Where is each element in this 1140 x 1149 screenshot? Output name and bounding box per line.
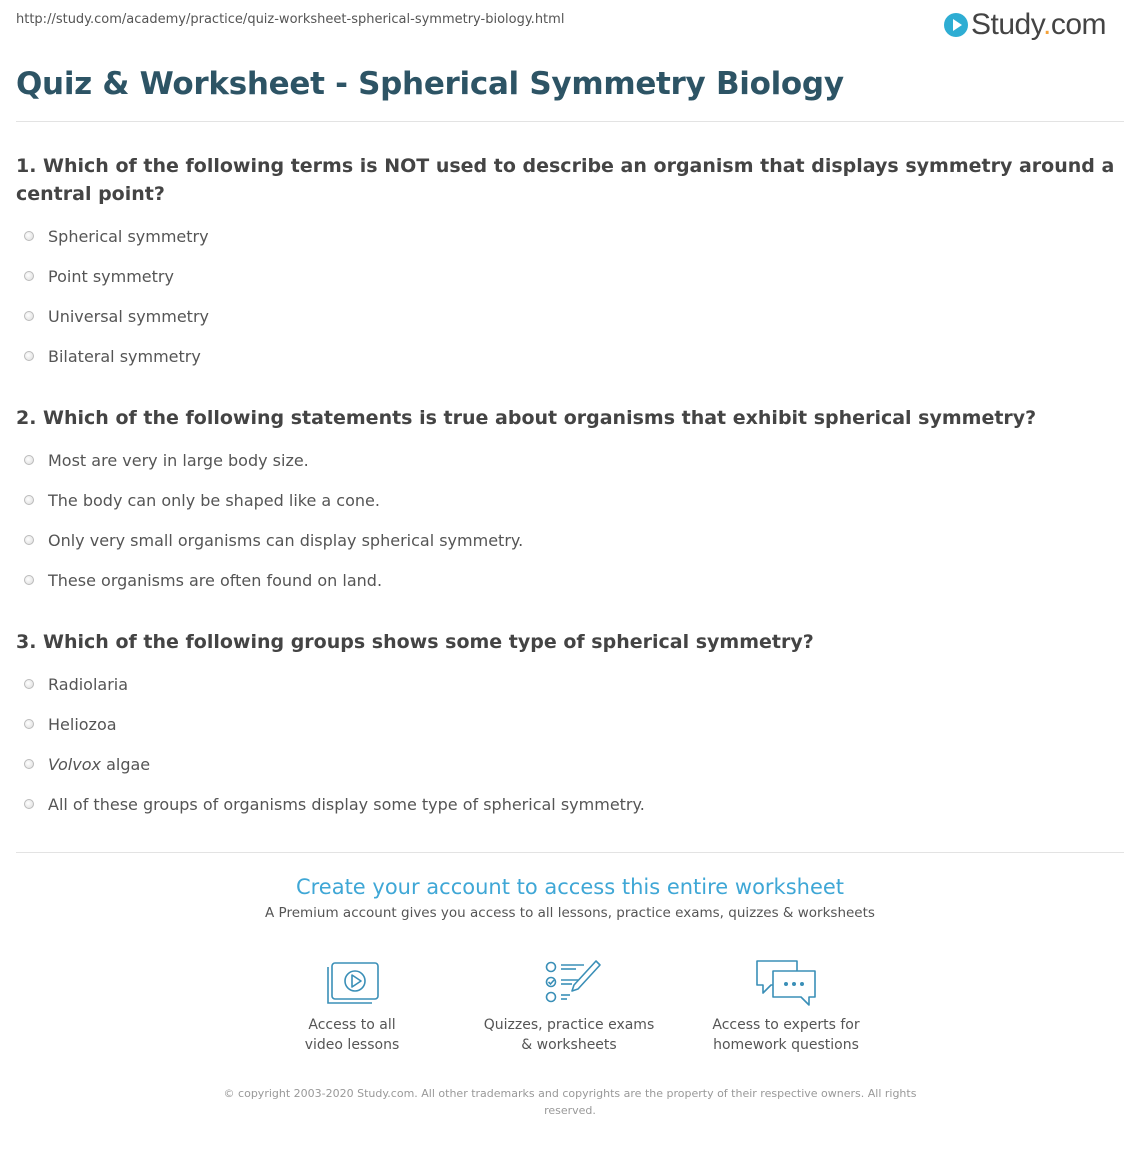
question-2-text: 2. Which of the following statements is true about organisms that exhibit spherical symmetry?	[16, 407, 1037, 429]
play-icon	[944, 13, 968, 37]
feature-experts: Access to experts for homework questions	[676, 955, 896, 1055]
answer-choice[interactable]: The body can only be shaped like a cone.	[24, 489, 380, 511]
feature-quizzes: Quizzes, practice exams & worksheets	[459, 955, 679, 1055]
answer-choice[interactable]: Point symmetry	[24, 265, 174, 287]
page-title: Quiz & Worksheet - Spherical Symmetry Biology	[16, 66, 844, 102]
answer-choice[interactable]	[24, 753, 150, 775]
radio-button[interactable]	[24, 455, 34, 465]
top-bar	[0, 0, 1140, 48]
volvox-label: Volvox algae	[48, 754, 151, 774]
radio-button[interactable]	[24, 351, 34, 361]
copyright-notice: © copyright 2003-2020 Study.com. All other trademarks and copyrights are the property of their respective owners. All rights reserved.	[223, 1087, 917, 1117]
radio-button[interactable]	[24, 575, 34, 585]
answer-choice[interactable]: These organisms are often found on land.	[24, 569, 382, 591]
radio-button[interactable]	[24, 311, 34, 321]
radio-button[interactable]	[24, 759, 34, 769]
divider	[16, 121, 1124, 122]
question-3-text: 3. Which of the following groups shows some type of spherical symmetry?	[16, 631, 814, 653]
answer-choice[interactable]: Universal symmetry	[24, 305, 209, 327]
radio-button[interactable]	[24, 719, 34, 729]
answer-choice[interactable]: Radiolaria	[24, 673, 128, 695]
premium-subtitle: A Premium account gives you access to all lessons, practice exams, quizzes & worksheets	[265, 905, 875, 921]
video-lesson-icon	[317, 955, 387, 1011]
radio-button[interactable]	[24, 679, 34, 689]
answer-choice[interactable]: Only very small organisms can display spherical symmetry.	[24, 529, 523, 551]
logo-text: Study.com	[971, 8, 1107, 41]
radio-button[interactable]	[24, 271, 34, 281]
radio-button[interactable]	[24, 799, 34, 809]
answer-choice[interactable]: Spherical symmetry	[24, 225, 209, 247]
quiz-checklist-icon	[534, 955, 604, 1011]
radio-button[interactable]	[24, 231, 34, 241]
study-logo[interactable]	[944, 8, 1106, 42]
question-1-text: 1. Which of the following terms is NOT used to describe an organism that displays symmetry around a central point?	[16, 155, 1115, 205]
page-url[interactable]: http://study.com/academy/practice/quiz-worksheet-spherical-symmetry-biology.html	[16, 12, 565, 27]
divider	[16, 852, 1124, 853]
answer-choice[interactable]: Heliozoa	[24, 713, 117, 735]
radio-button[interactable]	[24, 495, 34, 505]
chat-bubbles-icon	[751, 955, 821, 1011]
radio-button[interactable]	[24, 535, 34, 545]
answer-choice[interactable]: All of these groups of organisms display some type of spherical symmetry.	[24, 793, 645, 815]
feature-video-lessons: Access to all video lessons	[242, 955, 462, 1055]
create-account-link[interactable]: Create your account to access this entire worksheet	[295, 875, 845, 899]
answer-choice[interactable]: Most are very in large body size.	[24, 449, 309, 471]
answer-choice[interactable]: Bilateral symmetry	[24, 345, 201, 367]
